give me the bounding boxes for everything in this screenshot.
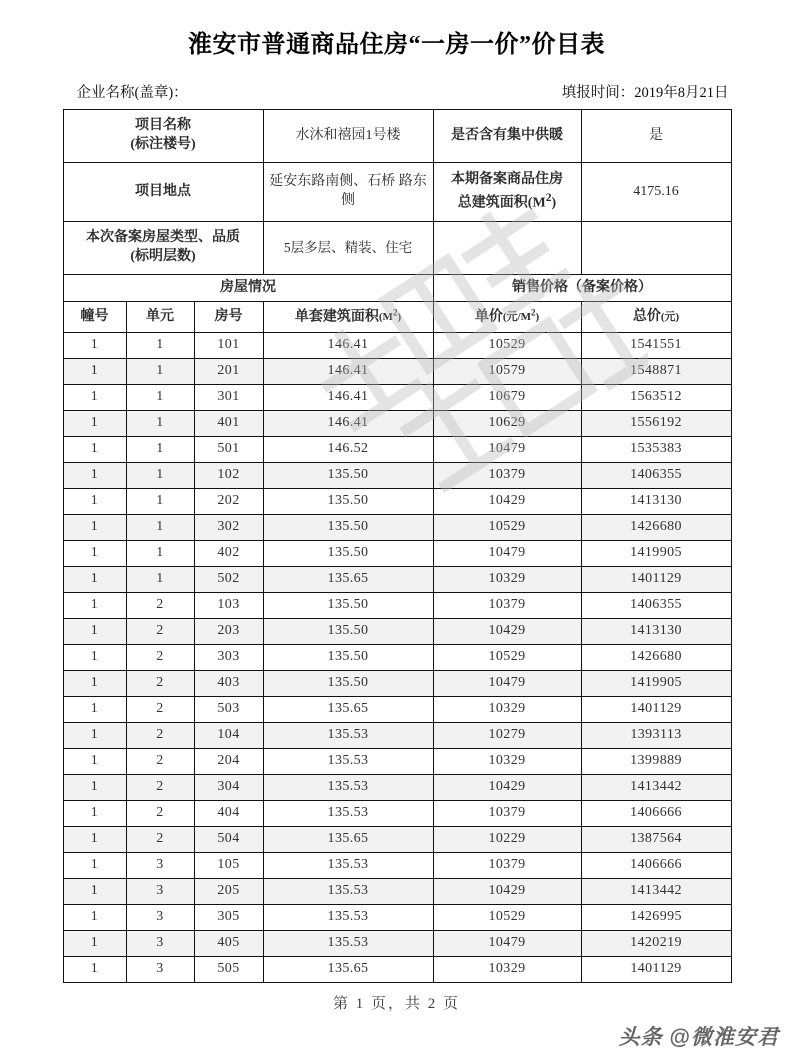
cell-unit: 3 [126,905,194,931]
table-row [63,775,731,801]
pricing-table-container [63,109,731,983]
cell-building: 1 [63,671,126,697]
cell-unit: 1 [126,437,194,463]
cell-unit: 1 [126,463,194,489]
cell-room: 203 [194,619,263,645]
cell-room: 505 [194,957,263,983]
cell-room: 304 [194,775,263,801]
table-row [63,489,731,515]
cell-building: 1 [63,749,126,775]
cell-unit_price: 10529 [433,333,581,359]
cell-area: 146.41 [263,411,433,437]
table-row [63,931,731,957]
cell-area: 135.65 [263,567,433,593]
cell-room: 301 [194,385,263,411]
cell-unit: 2 [126,827,194,853]
info-row-project-name [63,110,731,163]
cell-total_price: 1541551 [581,333,731,359]
table-row [63,671,731,697]
cell-unit: 1 [126,385,194,411]
cell-total_price: 1406355 [581,463,731,489]
cell-building: 1 [63,437,126,463]
cell-area: 146.41 [263,359,433,385]
table-row [63,957,731,983]
house-type-value: 5层多层、精装、住宅 [263,222,433,275]
table-row [63,437,731,463]
cell-room: 105 [194,853,263,879]
cell-unit_price: 10229 [433,827,581,853]
cell-unit: 2 [126,749,194,775]
table-row [63,619,731,645]
cell-unit_price: 10529 [433,645,581,671]
cell-unit_price: 10579 [433,359,581,385]
column-header-unit-price-unit: (元$/M^2$) [502,307,540,324]
table-row [63,411,731,437]
cell-room: 101 [194,333,263,359]
cell-building: 1 [63,775,126,801]
column-header-unit-price-text: 单价 [474,309,503,325]
table-row [63,515,731,541]
cell-building: 1 [63,879,126,905]
cell-room: 503 [194,697,263,723]
column-header-building: 幢号 [63,302,126,333]
cell-room: 204 [194,749,263,775]
column-header-area [263,302,433,333]
cell-unit: 1 [126,411,194,437]
column-header-unit: 单元 [126,302,194,333]
cell-building: 1 [63,385,126,411]
cell-area: 135.50 [263,515,433,541]
cell-total_price: 1548871 [581,359,731,385]
project-name-label-sub: (标注楼号) [130,137,196,152]
table-row [63,801,731,827]
cell-building: 1 [63,359,126,385]
column-header-total-price-unit: (元) [660,310,680,323]
table-row [63,359,731,385]
cell-total_price: 1401129 [581,957,731,983]
cell-area: 135.53 [263,879,433,905]
cell-room: 102 [194,463,263,489]
table-column-header-row [63,302,731,333]
cell-building: 1 [63,567,126,593]
cell-room: 404 [194,801,263,827]
project-name-value: 水沐和禧园1号楼 [263,110,433,163]
cell-unit: 3 [126,957,194,983]
cell-room: 403 [194,671,263,697]
cell-unit_price: 10379 [433,853,581,879]
table-row [63,385,731,411]
cell-unit_price: 10329 [433,567,581,593]
table-row [63,879,731,905]
cell-room: 502 [194,567,263,593]
cell-building: 1 [63,593,126,619]
cell-area: 135.50 [263,619,433,645]
house-type-empty-cell-b [581,222,731,275]
total-area-label-line2-text: 总建筑面积(M [457,195,546,211]
enterprise-name-label: 企业名称(盖章)： [76,85,188,101]
cell-total_price: 1535383 [581,437,731,463]
cell-unit_price: 10429 [433,775,581,801]
column-header-unit-price [433,302,581,333]
cell-building: 1 [63,853,126,879]
cell-total_price: 1426680 [581,645,731,671]
cell-total_price: 1406666 [581,801,731,827]
cell-unit_price: 10629 [433,411,581,437]
table-row [63,827,731,853]
cell-room: 405 [194,931,263,957]
cell-unit_price: 10379 [433,801,581,827]
cell-building: 1 [63,489,126,515]
cell-total_price: 1413130 [581,489,731,515]
total-area-label [433,163,581,222]
cell-total_price: 1399889 [581,749,731,775]
cell-total_price: 1426995 [581,905,731,931]
cell-total_price: 1387564 [581,827,731,853]
cell-total_price: 1393113 [581,723,731,749]
cell-room: 205 [194,879,263,905]
cell-building: 1 [63,801,126,827]
table-row [63,645,731,671]
cell-unit: 2 [126,593,194,619]
cell-area: 135.65 [263,697,433,723]
cell-room: 103 [194,593,263,619]
total-area-label-line2 [434,190,581,214]
central-heating-label: 是否含有集中供暖 [433,110,581,163]
project-location-line1: 延安东路南侧、石桥 [269,174,396,190]
project-location-label: 项目地点 [63,163,263,222]
column-header-area-unit: $(M^2)$ [378,307,402,324]
central-heating-value: 是 [581,110,731,163]
group-header-sales-price: 销售价格（备案价格） [433,275,731,302]
cell-area: 135.50 [263,593,433,619]
total-area-label-line1: 本期备案商品住房 [451,171,563,187]
cell-unit_price: 10329 [433,957,581,983]
cell-area: 135.53 [263,931,433,957]
info-row-house-type [63,222,731,275]
cell-area: 135.53 [263,723,433,749]
cell-building: 1 [63,957,126,983]
cell-building: 1 [63,697,126,723]
house-type-empty-cell-a [433,222,581,275]
cell-total_price: 1413130 [581,619,731,645]
cell-total_price: 1413442 [581,775,731,801]
cell-total_price: 1406666 [581,853,731,879]
cell-area: 135.65 [263,827,433,853]
cell-room: 401 [194,411,263,437]
cell-room: 302 [194,515,263,541]
column-header-total-price [581,302,731,333]
cell-room: 201 [194,359,263,385]
brand-at-symbol: @ [669,1026,691,1049]
cell-area: 135.65 [263,957,433,983]
cell-building: 1 [63,645,126,671]
cell-unit: 1 [126,515,194,541]
project-name-label-main: 项目名称 [135,118,191,134]
cell-total_price: 1401129 [581,567,731,593]
total-area-label-paren: ) [551,195,557,211]
cell-unit_price: 10479 [433,931,581,957]
cell-unit: 3 [126,853,194,879]
cell-area: 135.50 [263,463,433,489]
cell-total_price: 1426680 [581,515,731,541]
project-location-line2: 路东侧 [341,174,427,208]
total-area-label-superscript: 2 [545,190,552,204]
table-row [63,567,731,593]
cell-area: 146.41 [263,333,433,359]
cell-unit_price: 10279 [433,723,581,749]
total-area-value: 4175.16 [581,163,731,222]
cell-area: 135.53 [263,801,433,827]
cell-room: 504 [194,827,263,853]
cell-unit_price: 10329 [433,697,581,723]
column-header-total-price-text: 总价 [632,308,661,324]
cell-area: 135.50 [263,645,433,671]
cell-total_price: 1420219 [581,931,731,957]
cell-building: 1 [63,333,126,359]
cell-building: 1 [63,723,126,749]
cell-unit_price: 10379 [433,463,581,489]
pricing-table [63,109,732,983]
cell-unit_price: 10429 [433,489,581,515]
document-meta-row [63,81,731,102]
cell-unit_price: 10429 [433,879,581,905]
column-header-area-text: 单套建筑面积 [294,309,379,325]
cell-total_price: 1406355 [581,593,731,619]
table-row [63,463,731,489]
house-type-label-line1: 本次备案房屋类型、品质 [86,230,240,246]
cell-unit_price: 10479 [433,671,581,697]
cell-unit: 2 [126,619,194,645]
brand-account-name: 微淮安君 [691,1026,779,1049]
cell-unit_price: 10479 [433,437,581,463]
cell-building: 1 [63,931,126,957]
cell-unit: 1 [126,333,194,359]
cell-room: 104 [194,723,263,749]
cell-building: 1 [63,619,126,645]
cell-building: 1 [63,541,126,567]
table-row [63,333,731,359]
column-header-room: 房号 [194,302,263,333]
cell-unit: 1 [126,489,194,515]
cell-unit: 2 [126,671,194,697]
project-location-value [263,163,433,222]
filing-time-label: 填报时间：2019年8月21日 [561,85,729,101]
cell-room: 202 [194,489,263,515]
cell-room: 402 [194,541,263,567]
cell-area: 135.50 [263,489,433,515]
table-row [63,853,731,879]
table-row [63,749,731,775]
cell-unit_price: 10679 [433,385,581,411]
cell-unit: 2 [126,723,194,749]
cell-total_price: 1563512 [581,385,731,411]
cell-area: 135.53 [263,905,433,931]
cell-room: 501 [194,437,263,463]
cell-unit: 2 [126,775,194,801]
group-header-house-info: 房屋情况 [63,275,433,302]
cell-total_price: 1419905 [581,671,731,697]
table-row [63,905,731,931]
cell-room: 303 [194,645,263,671]
cell-area: 135.53 [263,749,433,775]
table-row [63,593,731,619]
brand-watermark [619,1021,779,1051]
cell-area: 146.41 [263,385,433,411]
cell-unit_price: 10379 [433,593,581,619]
table-row [63,723,731,749]
cell-area: 135.53 [263,853,433,879]
cell-building: 1 [63,827,126,853]
house-type-label [63,222,263,275]
cell-building: 1 [63,515,126,541]
house-type-label-line2: (标明层数) [130,249,196,264]
cell-unit: 3 [126,931,194,957]
cell-area: 146.52 [263,437,433,463]
cell-room: 305 [194,905,263,931]
table-row [63,541,731,567]
cell-area: 135.50 [263,541,433,567]
page-title: 淮安市普通商品住房“一房一价”价目表 [188,32,605,58]
cell-building: 1 [63,411,126,437]
cell-unit: 2 [126,697,194,723]
cell-area: 135.50 [263,671,433,697]
table-group-header-row [63,275,731,302]
cell-unit: 3 [126,879,194,905]
cell-unit_price: 10429 [433,619,581,645]
brand-prefix: 头条 [618,1026,663,1049]
cell-unit: 2 [126,801,194,827]
cell-unit_price: 10529 [433,905,581,931]
cell-total_price: 1413442 [581,879,731,905]
project-name-label [63,110,263,163]
cell-unit_price: 10479 [433,541,581,567]
cell-total_price: 1556192 [581,411,731,437]
cell-unit_price: 10329 [433,749,581,775]
cell-total_price: 1401129 [581,697,731,723]
page-footer: 第 1 页，共 2 页 [332,996,460,1012]
table-row [63,697,731,723]
cell-area: 135.53 [263,775,433,801]
info-row-project-location [63,163,731,222]
cell-unit_price: 10529 [433,515,581,541]
cell-building: 1 [63,905,126,931]
cell-total_price: 1419905 [581,541,731,567]
cell-building: 1 [63,463,126,489]
cell-unit: 1 [126,567,194,593]
cell-unit: 1 [126,359,194,385]
cell-unit: 2 [126,645,194,671]
cell-unit: 1 [126,541,194,567]
